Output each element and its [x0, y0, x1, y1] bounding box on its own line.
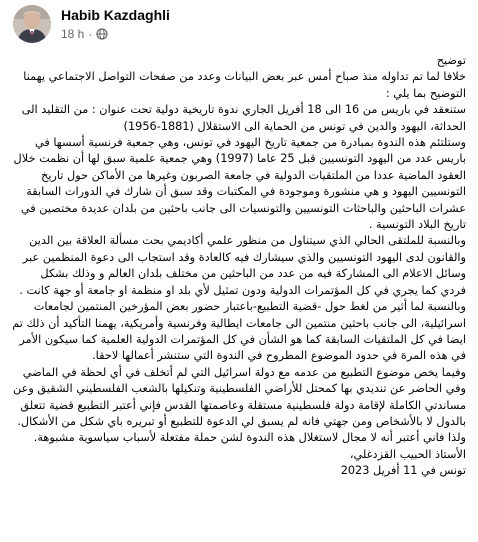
post-paragraph: وبالنسبة لما أثير من لغط حول -قضية التطبيع-باعتبار حضور بعض المؤرخين المنتمين لجامعات اسرائيلية، الى جانب باحثين منتمين الى جامعات ايطالية وفرنسية وأمريكية، يهمنا التأكيد أن ذلك تم ايضا في كل الملتقيات السابقة كما هو الشأن في كل المؤتمرات الدولية العلمية كما سيكون الأمر في هذه المرة في حدود الموضوع المطروح في الندوة التي ستنشر أعمالها لاحقا. [12, 300, 466, 363]
post-paragraph: وستلتئم هذه الندوة بمبادرة من جمعية تاريخ اليهود في تونس، وهي جمعية فرنسية أسسها في باريس عدد من اليهود التونسيين قبل 25 عاما (1997) وهي جمعية علمية سبق لها أن نظمت خلال العقود الماضية عددا من الملتقيات الدولية في جامعة الصربون وغيرها من الأماكن حول تاريخ التونسيين اليهود و هي منشورة وموجودة في المكتبات وقد سبق أن شارك في الدورات السابقة عشرات الباحثين والباحثات التونسيين والتونسيات الى جانب باحثين من بلدان عديدة مختصين في تاريخ البلاد التونسية . [13, 136, 466, 232]
post-heading: توضيح [436, 54, 466, 67]
post-signature: الأستاذ الحبيب القزدغلي، [349, 447, 466, 461]
post-date: تونس في 11 أفريل 2023 [340, 464, 466, 478]
post-header [0, 0, 478, 50]
post-paragraph: وبالنسبة للملتقى الحالي الذي سيتناول من منظور علمي أكاديمي بحت مسألة العلاقة بين الدين والقانون لدى اليهود التونسيين والذي سيشارك فيه كالعادة وقد استجاب الى دعوة المنظمين عبر وسائل الاعلام الى المشاركة فيه من عدد من الباحثين من مختلف بلدان العالم و وذلك بشكل فردي كما يجري في كل المؤتمرات الدولية ودون تمثيل لأي بلد او منظمة او جامعة أو جهة كانت . [19, 234, 466, 297]
globe-icon[interactable] [96, 28, 108, 40]
post-paragraph: ولذا فاني أعتبر أنه لا مجال لاستغلال هذه الندوة لشن حملة مفتعلة لأسباب سياسوية مشبوهة. [33, 431, 466, 445]
avatar-image [13, 5, 51, 43]
post-meta [61, 26, 108, 42]
author-name-link[interactable]: Habib Kazdaghli [61, 7, 170, 23]
post-paragraph: وفيما يخص موضوع التطبيع من عدمه مع دولة اسرائيل التي لم أتخلف في أي لحظة في الماضي وفي الحاضر عن تنديدي بها كمحتل للأراضي الفلسطينية وتنكيلها بالشعب الفلسطيني الشقيق وعن مساندتي الكاملة لإقامة دولة فلسطينية مستقلة وعاصمتها القدس فإني أعتبر التطبيع قضية تتعلق بالدول لا بالأشخاص ومن جهتي فانه لم يسبق لي الدعوة للتطبيع أو تبريره باي شكل من الأشكال. [13, 365, 466, 428]
post-paragraph: خلافا لما تم تداوله منذ صباح أمس عبر بعض البيانات وعدد من صفحات التواصل الاجتماعي يهمنا التوضيح بما يلي : [23, 70, 466, 100]
profile-photo-icon[interactable] [13, 5, 51, 43]
post-timestamp[interactable]: 18 h [61, 27, 85, 41]
post-body [12, 53, 466, 480]
meta-separator: · [88, 27, 93, 41]
post-paragraph: ستنعقد في باريس من 16 الى 18 أفريل الجاري ندوة تاريخية دولية تحت عنوان : من التقليد الى الحداثة، اليهود والدين في تونس من الحماية الى الاستقلال (1881-1956) [21, 103, 466, 133]
